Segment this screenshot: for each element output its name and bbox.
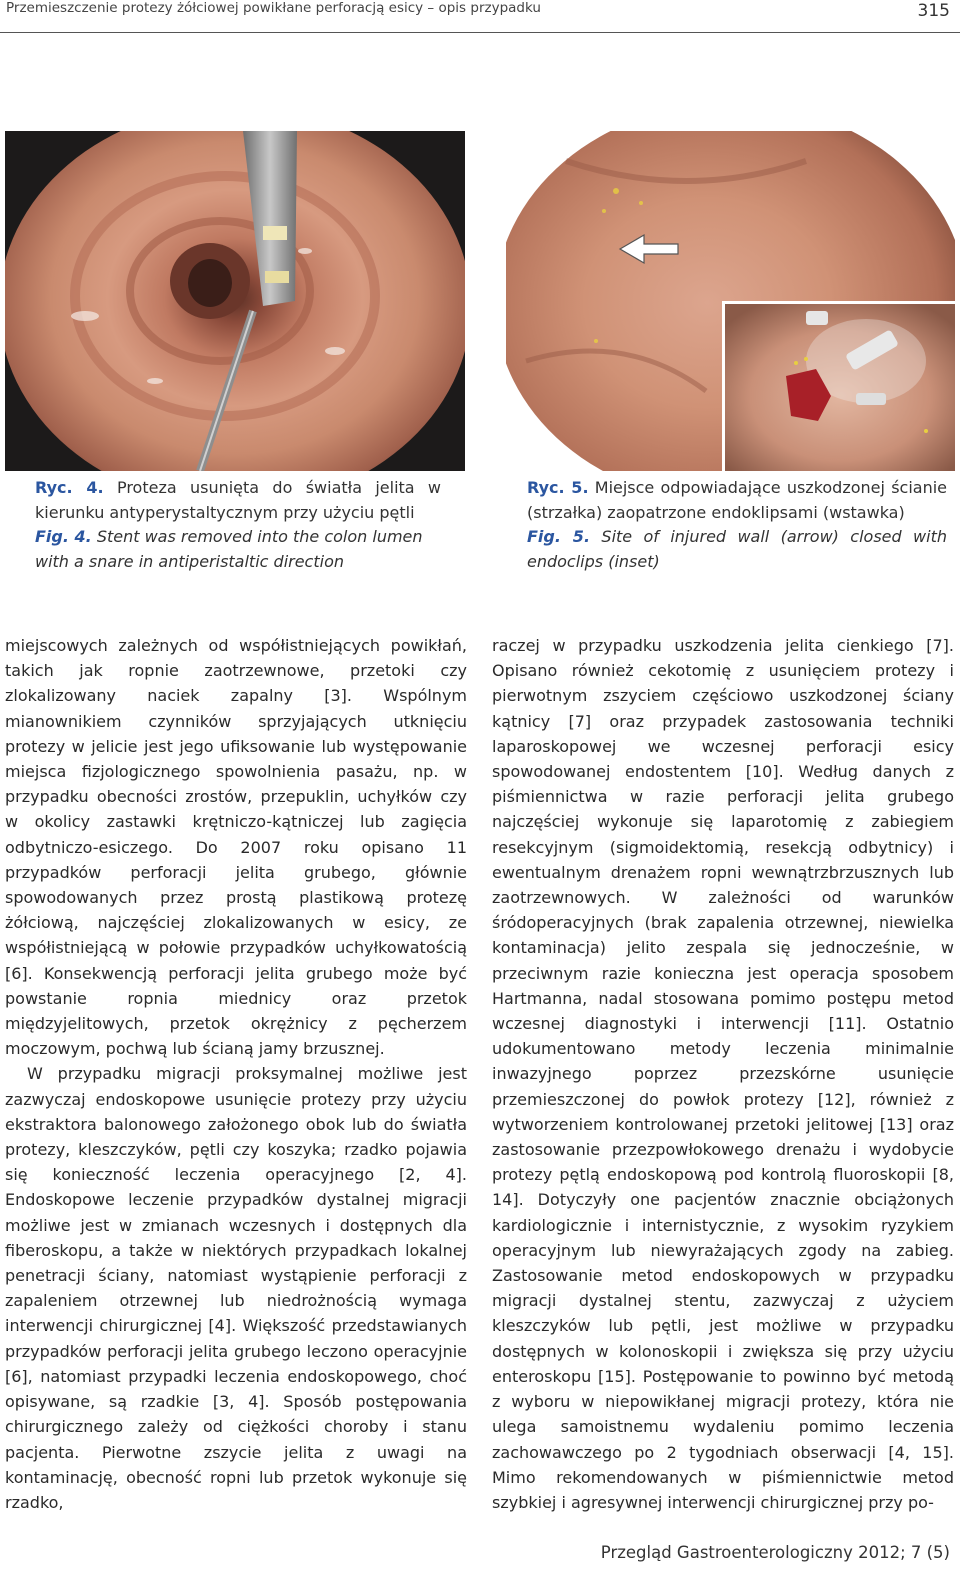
figure-label-en: Fig. 5. [527, 527, 591, 546]
body-column-right [492, 633, 954, 1515]
caption-text-pl: Miejsce odpowiadające uszkodzonej ścianie (strzałka) zaopatrzone endoklipsami (wstawka) [527, 478, 948, 522]
body-column-left [5, 633, 467, 1515]
figure-label-en: Fig. 4. [35, 527, 92, 546]
paragraph: W przypadku migracji proksymalnej możliwe jest zazwyczaj endoskopowe usunięcie protezy przy użyciu ekstraktora balonowego założonego obok lub do światła protezy, kleszczyków, pętli czy koszyka; rzadko pojawia się konieczność leczenia operacyjnego [2, 4]. Endoskopowe leczenie przypadków dystalnej migracji możliwe jest w zmianach wczesnych i dostępnych dla fiberoskopu, a także w niektórych przypadkach lokalnej penetracji ściany, natomiast wystąpienie perforacji z zapaleniem otrzewnej lub niedrożnością wymaga interwencji chirurgicznej [4]. Większość przedstawianych przypadków perforacji jelita grubego leczono operacyjnie [6], natomiast przypadki leczenia endoskopowego, choć opisywane, są rzadkie [3, 4]. Sposób postępowania chirurgicznego zależy od ciężkości choroby i stanu pacjenta. Pierwotne zszycie jelita z uwagi na kontaminację, obecność ropni lub przetok wykonuje się rzadko, [5, 1064, 467, 1512]
caption-polish [527, 476, 947, 525]
page-header [0, 0, 960, 33]
figure-4-caption [35, 476, 441, 574]
endoscopy-image-injured-wall [506, 131, 955, 471]
caption-text-en: Site of injured wall (arrow) closed with endoclips (inset) [527, 527, 948, 571]
journal-footer: Przegląd Gastroenterologiczny 2012; 7 (5) [600, 1543, 950, 1562]
running-title: Przemieszczenie protezy żółciowej powikłane perforacją esicy – opis przypadku [6, 0, 541, 16]
caption-text-pl: Proteza usunięta do światła jelita w kierunku antyperystaltycznym przy użyciu pętli [35, 478, 442, 522]
paragraph: miejscowych zależnych od współistniejących powikłań, takich jak ropnie zaotrzewnowe, przetoki czy zlokalizowany naciek zapalny [3]. Wspólnym mianownikiem czynników sprzyjających utknięciu protezy w jelicie jest jego ufiksowanie lub występowanie miejsca fizjologicznego spowolnienia pasażu, np. w przypadku obecności zrostów, przepuklin, uchyłków czy w okolicy zastawki krętniczo-kątniczej lub zagięcia odbytniczo-esiczego. Do 2007 roku opisano 11 przypadków perforacji jelita grubego, głównie spowodowanych przez prostą plastikową protezę żółciową, najczęściej zlokalizowanych w esicy, ze współistniejącą w połowie przypadków uchyłkowatością [6]. Konsekwencją perforacji jelita grubego może być powstanie ropnia miednicy oraz przetok międzyjelitowych, przetok okrężnicy z pęcherzem moczowym, pochwą lub ścianą jamy brzusznej. [5, 636, 467, 1059]
figure-5-photo [506, 131, 955, 471]
paragraph: raczej w przypadku uszkodzenia jelita cienkiego [7]. Opisano również cekotomię z usunięciem protezy i pierwotnym zszyciem częściowo uszkodzonej ściany kątnicy [7] oraz przypadek zastosowania techniki laparoskopowej we wczesnej perforacji esicy spowodowanej endostentem [10]. Według danych z piśmiennictwa w razie perforacji jelita grubego najczęściej wykonuje się laparotomię z zabiegiem resekcyjnym (sigmoidektomią, resekcją odbytnicy) i ewentualnym drenażem ropni wewnątrzbrzusznych lub zaotrzewnowych. W zależności od warunków śródoperacyjnych (brak zapalenia otrzewnej, niewielka kontaminacja) jelito zespala się jednocześnie, w przeciwnym razie konieczna jest operacja sposobem Hartmanna, nadal stosowana pomimo postępu metod wczesnej diagnostyki i interwencji [11]. Ostatnio udokumentowano metody leczenia minimalnie inwazyjnego poprzez przezskórne usunięcie przemieszczonej do powłok protezy [12], również z wytworzeniem kontrolowanej przetoki jelitowej [13] oraz zastosowanie przezpowłokowego drenażu i wydobycie protezy pętlą endoskopową pod kontrolą fluoroskopii [8, 14]. Dotyczyły one pacjentów znacznie obciążonych kardiologicznie i internistycznie, z wysokim ryzykiem operacyjnym lub niewyrażających zgody na zabieg. Zastosowanie metod endoskopowych w przypadku migracji dystalnej stentu, zazwyczaj z użyciem kleszczyków lub pętli, jest możliwe w przypadku dostępnych w kolonoskopii i zwiększa się przy użyciu enteroskopu [15]. Postępowanie to powinno być metodą z wyboru w niepowikłanej migracji protezy, która nie ulega samoistnemu wydaleniu pomimo leczenia zachowawczego po 2 tygodniach obserwacji [4, 15]. Mimo rekomendowanych w piśmiennictwie metod szybkiej i agresywnej interwencji chirurgicznej przy po- [492, 636, 954, 1512]
caption-english [35, 525, 441, 574]
figure-4-photo [5, 131, 465, 471]
caption-english [527, 525, 947, 574]
caption-text-en: Stent was removed into the colon lumen with a snare in antiperistaltic direction [35, 527, 423, 571]
figure-label-pl: Ryc. 4. [35, 478, 104, 497]
endoscopy-image-colon-stent [5, 131, 465, 471]
figure-label-pl: Ryc. 5. [527, 478, 589, 497]
page-number: 315 [917, 1, 950, 21]
inset-image-endoclips [722, 301, 955, 471]
caption-polish [35, 476, 441, 525]
figure-5-caption [527, 476, 947, 574]
